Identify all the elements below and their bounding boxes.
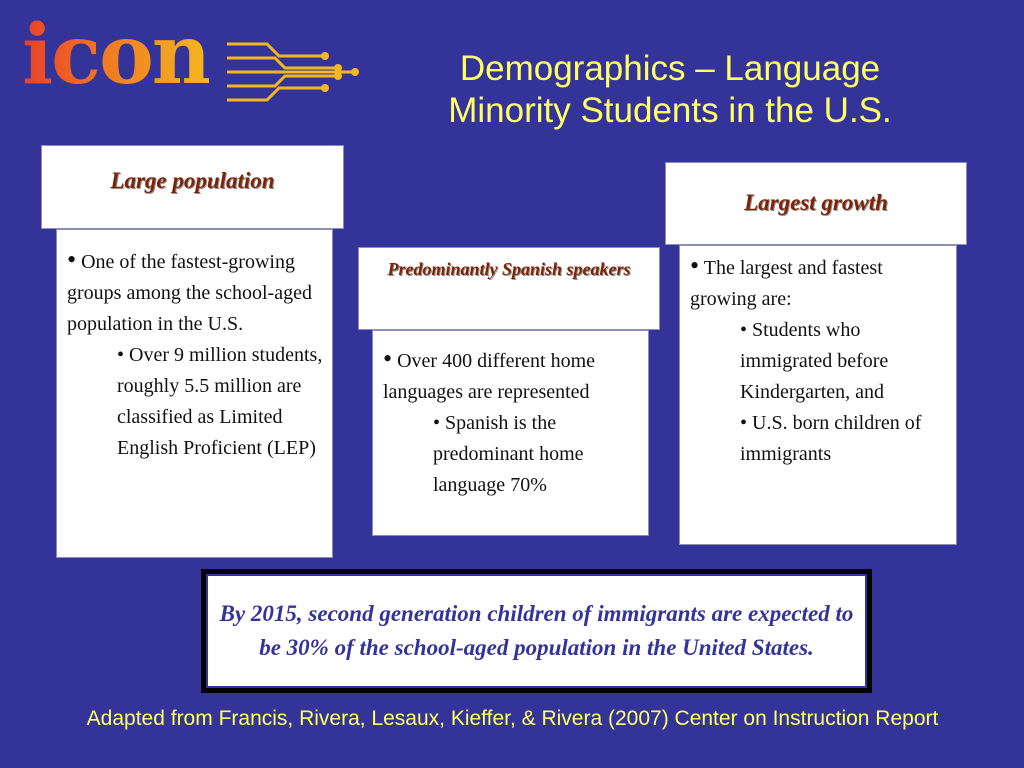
bullet-fastest-growing: • One of the fastest-growing groups among the school-aged population in the U.S. <box>67 245 312 335</box>
header-large-population-label: Large population <box>110 168 275 193</box>
title-line-2: Minority Students in the U.S. <box>448 91 892 130</box>
sub-bullet-immigrated: • Students who immigrated before Kindergarten, and <box>740 319 889 403</box>
callout-text: By 2015, second generation children of immigrants are expected to be 30% of the school-aged population in the United States. <box>219 601 854 660</box>
sub-bullet-spanish: • Spanish is the predominant home language 70% <box>433 412 584 496</box>
box-spanish-speakers <box>372 330 649 536</box>
bullet-largest-fastest: • The largest and fastest growing are: <box>690 251 883 310</box>
callout-box <box>201 569 872 693</box>
header-spanish-speakers-label: Predominantly Spanish speakers <box>387 259 631 279</box>
box-large-population <box>56 229 333 558</box>
callout-inner <box>206 574 867 688</box>
source-citation: Adapted from Francis, Rivera, Lesaux, Kieffer, & Rivera (2007) Center on Instruction Report <box>86 707 939 730</box>
title-line-1: Demographics – Language <box>459 49 881 88</box>
header-largest-growth <box>665 162 967 245</box>
header-largest-growth-label: Largest growth <box>744 190 888 215</box>
bullet-home-languages: • Over 400 different home languages are represented <box>383 344 596 403</box>
sub-bullet-us-born: • U.S. born children of immigrants <box>740 412 922 465</box>
header-spanish-speakers <box>358 247 660 330</box>
logo-wordmark: icon <box>22 7 210 103</box>
icon-logo <box>22 6 362 106</box>
header-large-population <box>41 145 344 229</box>
circuit-lines-icon <box>227 36 377 106</box>
sub-bullet-lep: • Over 9 million students, roughly 5.5 million are classified as Limited English Proficient (LEP) <box>117 344 323 459</box>
slide-title <box>400 48 940 132</box>
box-largest-growth <box>679 245 957 545</box>
